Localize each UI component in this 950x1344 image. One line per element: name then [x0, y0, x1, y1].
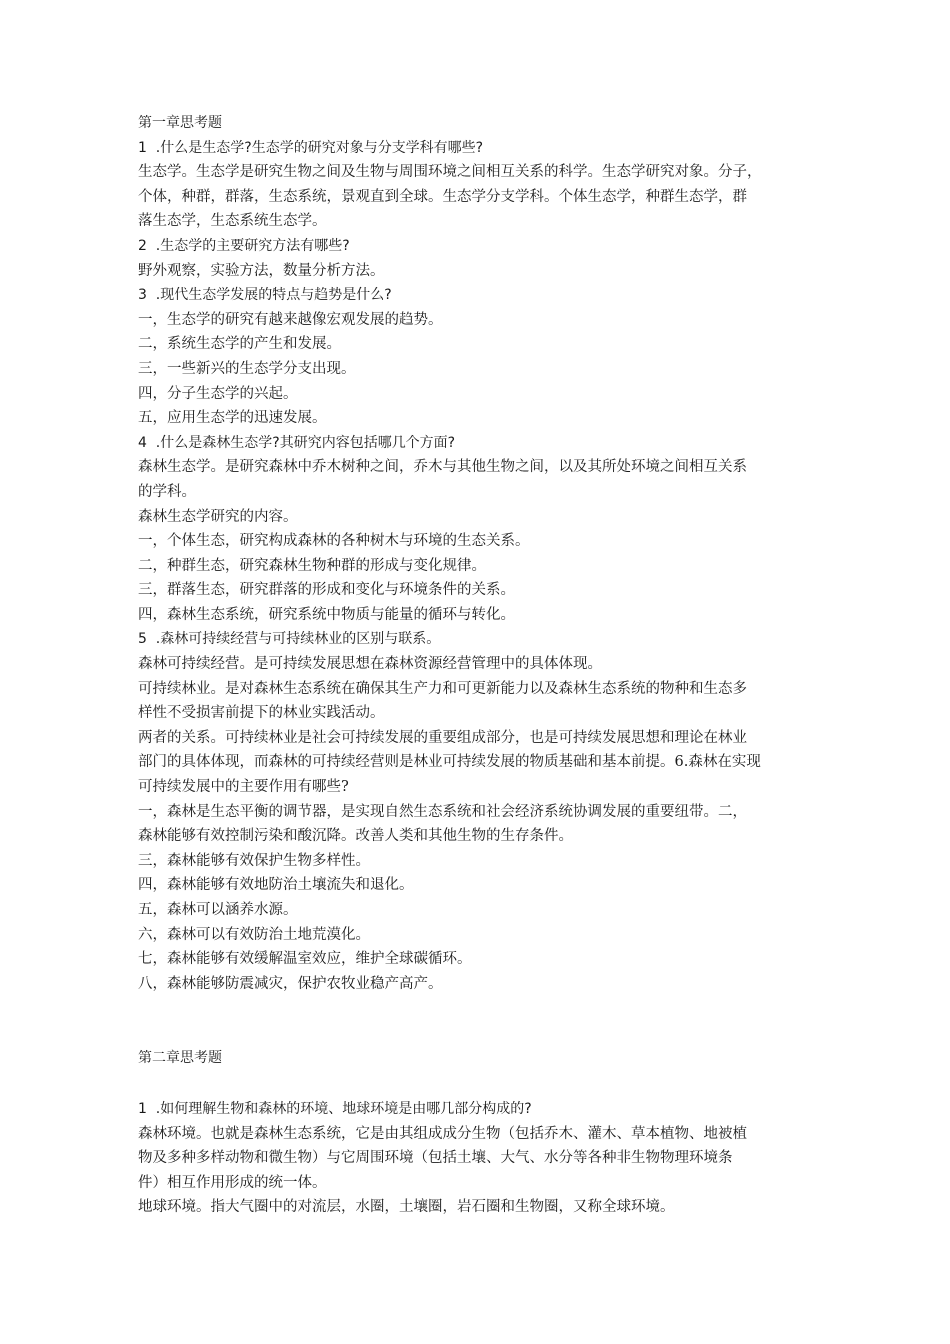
chapter2-heading: 第二章思考题: [138, 1050, 222, 1067]
chapter1-answer-4-line: 森林生态学研究的内容。: [138, 508, 298, 525]
chapter-spacer: [138, 996, 818, 1046]
chapter1-question-5: 5 .森林可持续经营与可持续林业的区别与联系。: [138, 631, 441, 648]
chapter1-answer-5-line: 三，森林能够有效保护生物多样性。: [138, 852, 370, 869]
chapter1-question-1: 1 .什么是生态学?生态学的研究对象与分支学科有哪些?: [138, 139, 484, 156]
chapter1-answer-4-line: 二，种群生态，研究森林生物种群的形成与变化规律。: [138, 557, 486, 574]
chapter1-answer-5-line: 一，森林是生态平衡的调节器，是实现自然生态系统和社会经济系统协调发展的重要纽带。二，: [138, 803, 747, 820]
chapter1-answer-5-line: 样性不受损害前提下的林业实践活动。: [138, 705, 385, 722]
chapter1-answer-4-line: 三，群落生态，研究群落的形成和变化与环境条件的关系。: [138, 582, 515, 599]
chapter1-answer-4-line: 森林生态学。是研究森林中乔木树种之间，乔木与其他生物之间，以及其所处环境之间相互关系: [138, 459, 747, 476]
chapter1-answer-3-line: 五，应用生态学的迅速发展。: [138, 410, 327, 427]
chapter1-answer-3-line: 一，生态学的研究有越来越像宏观发展的趋势。: [138, 311, 443, 328]
chapter1-answer-5-line: 部门的具体体现，而森林的可持续经营则是林业可持续发展的物质基础和基本前提。6.森林在实现: [138, 754, 761, 771]
chapter1-answer-5-line: 可持续林业。是对森林生态系统在确保其生产力和可更新能力以及森林生态系统的物种和生态多: [138, 680, 747, 697]
chapter2-question-1: 1 .如何理解生物和森林的环境、地球环境是由哪几部分构成的?: [138, 1100, 532, 1117]
chapter1-answer-5-line: 四，森林能够有效地防治土壤流失和退化。: [138, 877, 414, 894]
chapter1-answer-1-line: 生态学。生态学是研究生物之间及生物与周围环境之间相互关系的科学。生态学研究对象。分子，: [138, 164, 762, 181]
chapter1-answer-4-line: 的学科。: [138, 483, 196, 500]
chapter1-answer-2-line: 野外观察，实验方法，数量分析方法。: [138, 262, 385, 279]
chapter1-answer-5-line: 七，森林能够有效缓解温室效应，维护全球碳循环。: [138, 951, 472, 968]
chapter1-question-2: 2 .生态学的主要研究方法有哪些?: [138, 237, 350, 254]
chapter1-question-3: 3 .现代生态学发展的特点与趋势是什么?: [138, 287, 392, 304]
chapter2-answer-1-line: 物及多种多样动物和微生物）与它周围环境（包括土壤、大气、水分等各种非生物物理环境条: [138, 1150, 733, 1167]
chapter1-answer-5-line: 森林可持续经营。是可持续发展思想在森林资源经营管理中的具体体现。: [138, 656, 602, 673]
chapter1-answer-1-line: 个体，种群，群落，生态系统，景观直到全球。生态学分支学科。个体生态学，种群生态学，群: [138, 188, 747, 205]
chapter2-answer-1-line: 森林环境。也就是森林生态系统，它是由其组成成分生物（包括乔木、灌木、草本植物、地被植: [138, 1125, 747, 1142]
chapter1-heading: 第一章思考题: [138, 115, 222, 131]
chapter1-answer-3-line: 二，系统生态学的产生和发展。: [138, 336, 341, 353]
chapter1-answer-5-line: 森林能够有效控制污染和酸沉降。改善人类和其他生物的生存条件。: [138, 828, 573, 845]
chapter1-answer-4-line: 四，森林生态系统，研究系统中物质与能量的循环与转化。: [138, 606, 515, 623]
chapter1-answer-5-line: 六，森林可以有效防治土地荒漠化。: [138, 926, 370, 943]
document-page: [138, 111, 818, 1220]
chapter1-answer-5-line: 八，森林能够防震减灾，保护农牧业稳产高产。: [138, 975, 443, 992]
chapter1-answer-4-line: 一，个体生态，研究构成森林的各种树木与环境的生态关系。: [138, 533, 530, 550]
chapter1-answer-5-line: 五，森林可以涵养水源。: [138, 902, 298, 918]
chapter1-answer-3-line: 四，分子生态学的兴起。: [138, 385, 298, 402]
chapter1-answer-3-line: 三，一些新兴的生态学分支出现。: [138, 360, 356, 377]
chapter2-answer-1-line: 件）相互作用形成的统一体。: [138, 1174, 327, 1191]
heading-spacer: [138, 1071, 818, 1097]
chapter2-answer-1-line: 地球环境。指大气圈中的对流层，水圈，土壤圈，岩石圈和生物圈，又称全球环境。: [138, 1199, 675, 1216]
chapter1-answer-5-line: 可持续发展中的主要作用有哪些?: [138, 779, 349, 796]
chapter1-answer-1-line: 落生态学，生态系统生态学。: [138, 213, 327, 230]
chapter1-answer-5-line: 两者的关系。可持续林业是社会可持续发展的重要组成部分，也是可持续发展思想和理论在林业: [138, 729, 747, 746]
chapter1-question-4: 4 .什么是森林生态学?其研究内容包括哪几个方面?: [138, 434, 456, 451]
